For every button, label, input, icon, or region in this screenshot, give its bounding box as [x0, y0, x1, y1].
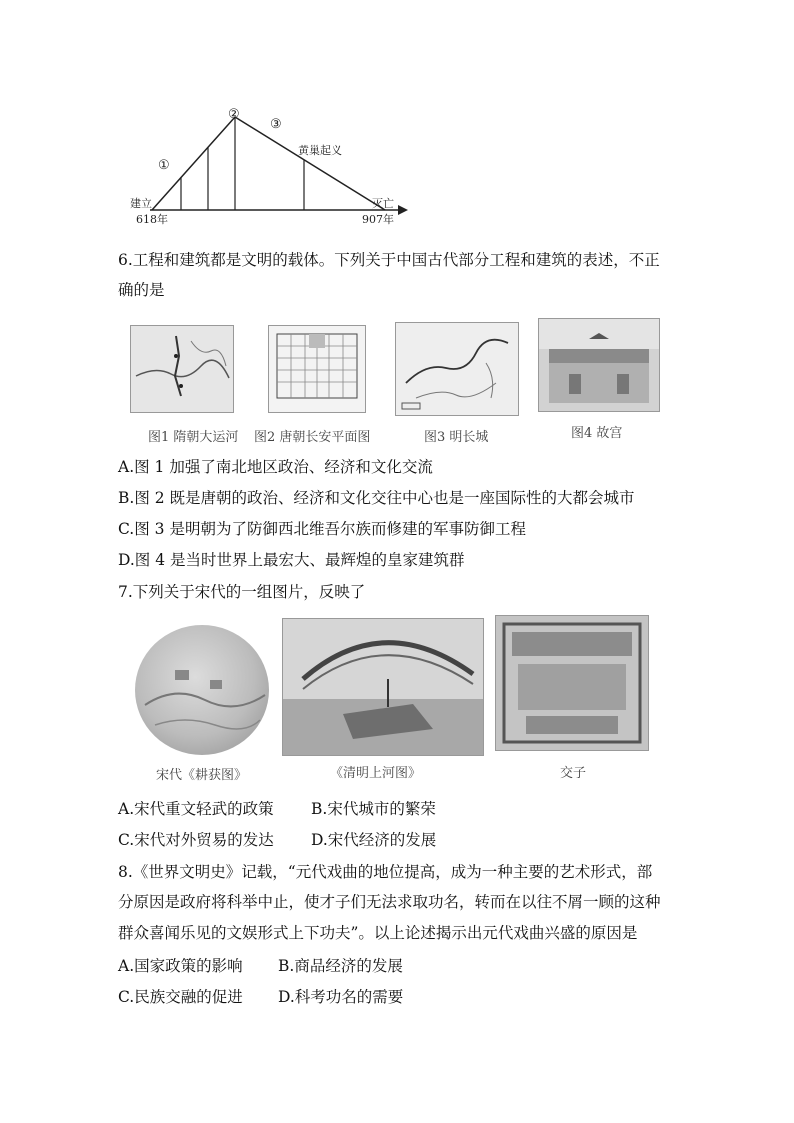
figure-2-caption: 图2 唐朝长安平面图	[254, 430, 371, 445]
start-label: 建立	[130, 197, 152, 210]
q6-option-b[interactable]: B.图 2 既是唐朝的政治、经济和文化交往中心也是一座国际性的大都会城市	[118, 489, 635, 507]
figure-1-caption: 图1 隋朝大运河	[148, 430, 239, 445]
song-harvest-painting	[135, 625, 269, 755]
start-year: 618年	[136, 213, 168, 226]
q8-option-b[interactable]: B.商品经济的发展	[278, 957, 403, 975]
q7-option-a[interactable]: A.宋代重文轻武的政策	[118, 800, 274, 818]
q7-option-c[interactable]: C.宋代对外贸易的发达	[118, 831, 274, 849]
bridge-scene-icon	[283, 619, 483, 755]
figure-2-changan-plan	[268, 325, 366, 413]
landscape-icon	[135, 625, 269, 755]
jiaozi-caption: 交子	[560, 766, 587, 781]
painting-caption: 宋代《耕获图》	[156, 768, 248, 783]
figure-3-caption: 图3 明长城	[424, 430, 489, 445]
q6-stem-line1: 6.工程和建筑都是文明的载体。下列关于中国古代部分工程和建筑的表述，不正	[118, 251, 660, 269]
end-label: 灭亡	[372, 197, 394, 210]
marker-1: ①	[158, 158, 170, 173]
q6-option-a[interactable]: A.图 1 加强了南北地区政治、经济和文化交流	[118, 458, 433, 476]
figure-1-grand-canal-map	[130, 325, 234, 413]
q8-option-d[interactable]: D.科考功名的需要	[278, 988, 404, 1006]
event-label: 黄巢起义	[298, 144, 342, 157]
palace-photo-icon	[539, 319, 659, 411]
q8-stem-line2: 分原因是政府将科举中止，使才子们无法求取功名，转而在以往不屑一顾的这种	[118, 893, 661, 911]
q6-stem-line2: 确的是	[118, 281, 165, 299]
timeline-arrowhead	[398, 205, 408, 215]
jiaozi-banknote	[495, 615, 649, 751]
q8-stem-line1: 8.《世界文明史》记载，“元代戏曲的地位提高，成为一种主要的艺术形式，部	[118, 863, 653, 881]
figure-4-caption: 图4 故宫	[571, 426, 623, 441]
marker-3: ③	[270, 117, 282, 132]
great-wall-map-icon	[396, 323, 518, 415]
end-year: 907年	[362, 213, 394, 226]
q7-stem: 7.下列关于宋代的一组图片，反映了	[118, 583, 366, 601]
q8-option-c[interactable]: C.民族交融的促进	[118, 988, 243, 1006]
canal-map-icon	[131, 326, 233, 412]
q8-stem-line3: 群众喜闻乐见的文娱形式上下功夫”。以上论述揭示出元代戏曲兴盛的原因是	[118, 924, 638, 942]
qingming-scroll-painting	[282, 618, 484, 756]
q7-option-b[interactable]: B.宋代城市的繁荣	[311, 800, 436, 818]
banknote-icon	[496, 616, 648, 750]
qingming-caption: 《清明上河图》	[330, 766, 422, 781]
q8-option-a[interactable]: A.国家政策的影响	[118, 957, 243, 975]
q7-option-d[interactable]: D.宋代经济的发展	[311, 831, 437, 849]
trend-falling-line	[235, 117, 385, 210]
city-grid-icon	[269, 326, 365, 412]
marker-2: ②	[228, 107, 240, 122]
figure-4-forbidden-city-photo	[538, 318, 660, 412]
figure-3-ming-great-wall-map	[395, 322, 519, 416]
q6-option-d[interactable]: D.图 4 是当时世界上最宏大、最辉煌的皇家建筑群	[118, 551, 465, 569]
q6-option-c[interactable]: C.图 3 是明朝为了防御西北维吾尔族而修建的军事防御工程	[118, 520, 526, 538]
